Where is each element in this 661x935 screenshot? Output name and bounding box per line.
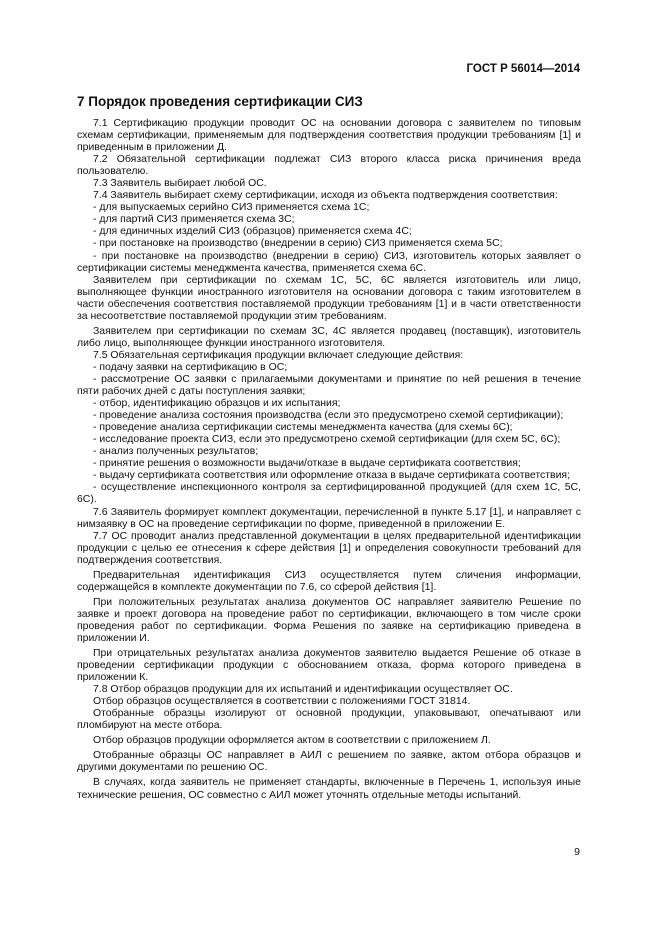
list-item: - рассмотрение ОС заявки с прилагаемыми документами и принятие по ней решения в течение пяти рабочих дней с даты поступления заявки;	[77, 373, 581, 398]
list-item: - при постановке на производство (внедрении в серию) СИЗ, изготовитель которых заявляет о сертификации системы менеджмента качества, применяется схема 6С.	[77, 250, 581, 274]
list-item: - выдачу сертификата соответствия или оформление отказа в выдаче сертификата соответствия;	[93, 470, 570, 482]
list-item: - анализ полученных результатов;	[93, 446, 259, 458]
paragraph: Заявителем при сертификации по схемам 1С, 5С, 6С является изготовитель или лицо, выполняющее функции иностранного изготовителя на основании договора с таким изготовителем в части обеспечения соответствия поставляемой продукции требованиям [1] и в части ответственности за несоответствие поставляемой продукции этим требованиям.	[77, 274, 581, 322]
list-item: - исследование проекта СИЗ, если это предусмотрено схемой сертификации (для схем 5С, 6С);	[93, 434, 561, 446]
paragraph: Отбор образцов продукции оформляется актом в соответствии с приложением Л.	[93, 735, 491, 747]
list-item: - отбор, идентификацию образцов и их испытания;	[93, 398, 341, 410]
list-item: - для выпускаемых серийно СИЗ применяется схема 1С;	[93, 202, 370, 214]
paragraph: Заявителем при сертификации по схемам 3С, 4С является продавец (поставщик), изготовитель либо лицо, выполняющее функции иностранного изготовителя.	[77, 325, 581, 349]
paragraph: 7.2 Обязательной сертификации подлежат СИЗ второго класса риска причинения вреда пользователю.	[77, 154, 581, 178]
paragraph: 7.5 Обязательная сертификация продукции включает следующие действия:	[93, 349, 464, 361]
paragraph: Отбор образцов осуществляется в соответствии с положениями ГОСТ 31814.	[93, 696, 471, 708]
paragraph: 7.8 Отбор образцов продукции для их испытаний и идентификации осуществляет ОС.	[93, 684, 513, 696]
section-title: 7 Порядок проведения сертификации СИЗ	[77, 94, 363, 109]
paragraph: Отобранные образцы ОС направляет в АИЛ с решением по заявке, актом отбора образцов и другими документами по решению ОС.	[77, 750, 581, 774]
document-code: ГОСТ Р 56014—2014	[466, 63, 580, 75]
list-item: - проведение анализа состояния производства (если это предусмотрено схемой сертификации);	[93, 410, 564, 422]
page-number: 9	[574, 846, 580, 858]
paragraph: 7.3 Заявитель выбирает любой ОС.	[93, 178, 267, 190]
paragraph: При отрицательных результатах анализа документов заявителю выдается Решение об отказе в проведении сертификации продукции с обоснованием отказа, форма которого приведена в приложении К.	[77, 648, 581, 684]
list-item: - проведение анализа сертификации системы менеджмента качества (для схемы 6С);	[93, 422, 513, 434]
paragraph: 7.4 Заявитель выбирает схему сертификации, исходя из объекта подтверждения соответствия:	[93, 190, 558, 202]
paragraph: Предварительная идентификация СИЗ осуществляется путем сличения информации, содержащейся в комплекте документации по 7.6, со сферой действия [1].	[77, 569, 581, 593]
list-item: - подачу заявки на сертификацию в ОС;	[93, 361, 288, 373]
paragraph: 7.7 ОС проводит анализ представленной документации в целях предварительной идентификации продукции с целью ее отнесения к сфере действия [1] и определения совокупности требований для подтверждения соответствия.	[77, 530, 581, 566]
paragraph: В случаях, когда заявитель не применяет стандарты, включенные в Перечень 1, используя иные технические решения, ОС совместно с АИЛ может уточнять отдельные методы испытаний.	[77, 777, 581, 801]
list-item: - принятие решения о возможности выдачи/отказе в выдаче сертификата соответствия;	[93, 458, 521, 470]
paragraph: 7.1 Сертификацию продукции проводит ОС на основании договора с заявителем по типовым схемам сертификации, применяемым для подтверждения соответствия продукции требованиям [1] и приведенным в приложении Д.	[77, 118, 581, 154]
document-body	[77, 94, 581, 802]
paragraph: 7.6 Заявитель формирует комплект документации, перечисленной в пункте 5.17 [1], и направляет с нимзаявку в ОС на проведение сертификации по форме, приведенной в приложении Е.	[77, 506, 581, 530]
list-item: - для единичных изделий СИЗ (образцов) применяется схема 4С;	[93, 226, 412, 238]
paragraph: При положительных результатах анализа документов ОС направляет заявителю Решение по заявке и проект договора на проведение работ по сертификации, включающего в том числе сроки проведения работ по сертификации. Форма Решения по заявке на сертификацию приведена в приложении И.	[77, 596, 581, 644]
paragraph: Отобранные образцы изолируют от основной продукции, упаковывают, опечатывают или пломбируют на месте отбора.	[77, 708, 581, 732]
list-item: - для партий СИЗ применяется схема 3С;	[93, 214, 295, 226]
list-item: - при постановке на производство (внедрении в серию) СИЗ применяется схема 5С;	[93, 238, 503, 250]
list-item: - осуществление инспекционного контроля за сертифицированной продукцией (для схем 1С, 5С, 6С).	[77, 482, 581, 506]
